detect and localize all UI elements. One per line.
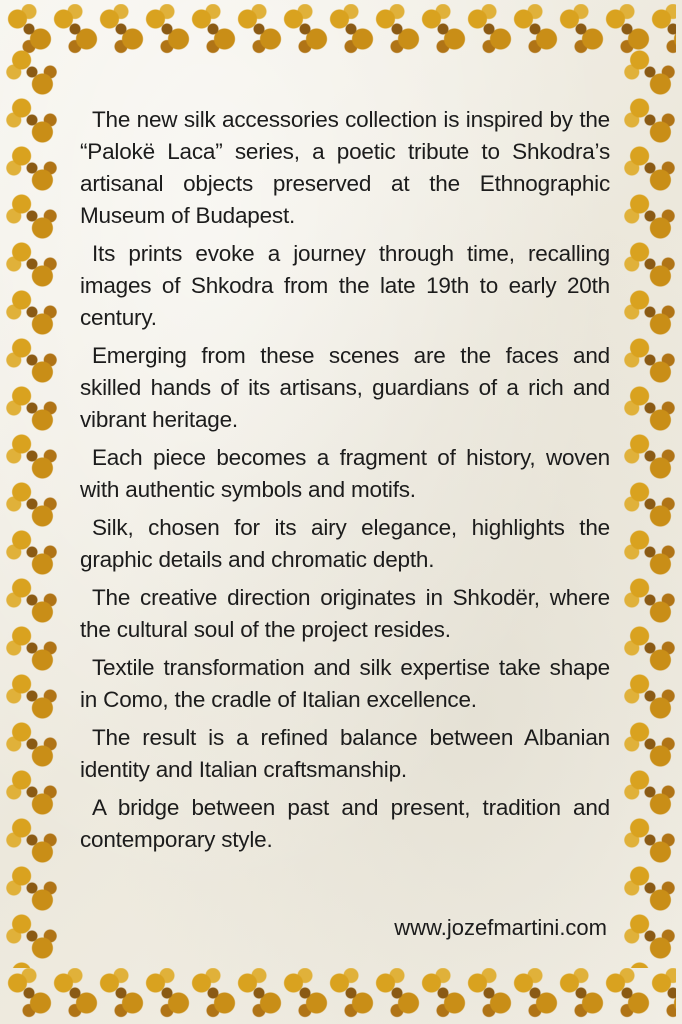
- text-body: [80, 104, 610, 862]
- paragraph-bridge: A bridge between past and present, tradition and contemporary style.: [80, 795, 610, 852]
- paragraph-como: Textile transformation and silk expertise take shape in Como, the cradle of Italian excellence.: [80, 655, 610, 712]
- paragraph-creative-direction: The creative direction originates in Shkodër, where the cultural soul of the project resides.: [80, 585, 610, 642]
- website-link[interactable]: www.jozefmartini.com: [394, 915, 607, 940]
- ornamental-border-top: [6, 4, 676, 54]
- paragraph-silk: Silk, chosen for its airy elegance, highlights the graphic details and chromatic depth.: [80, 515, 610, 572]
- paragraph-artisans: Emerging from these scenes are the faces and skilled hands of its artisans, guardians of a rich and vibrant heritage.: [80, 343, 610, 432]
- ornamental-border-bottom: [6, 968, 676, 1018]
- paragraph-collection-intro: The new silk accessories collection is inspired by the “Palokë Laca” series, a poetic tribute to Shkodra’s artisanal objects preserved at the Ethnographic Museum of Budapest.: [80, 107, 610, 228]
- ornamental-border-right: [624, 48, 676, 968]
- paragraph-history: Each piece becomes a fragment of history, woven with authentic symbols and motifs.: [80, 445, 610, 502]
- ornamental-border-left: [6, 48, 58, 968]
- paragraph-prints: Its prints evoke a journey through time, recalling images of Shkodra from the late 19th to early 20th century.: [80, 241, 610, 330]
- paragraph-balance: The result is a refined balance between Albanian identity and Italian craftsmanship.: [80, 725, 610, 782]
